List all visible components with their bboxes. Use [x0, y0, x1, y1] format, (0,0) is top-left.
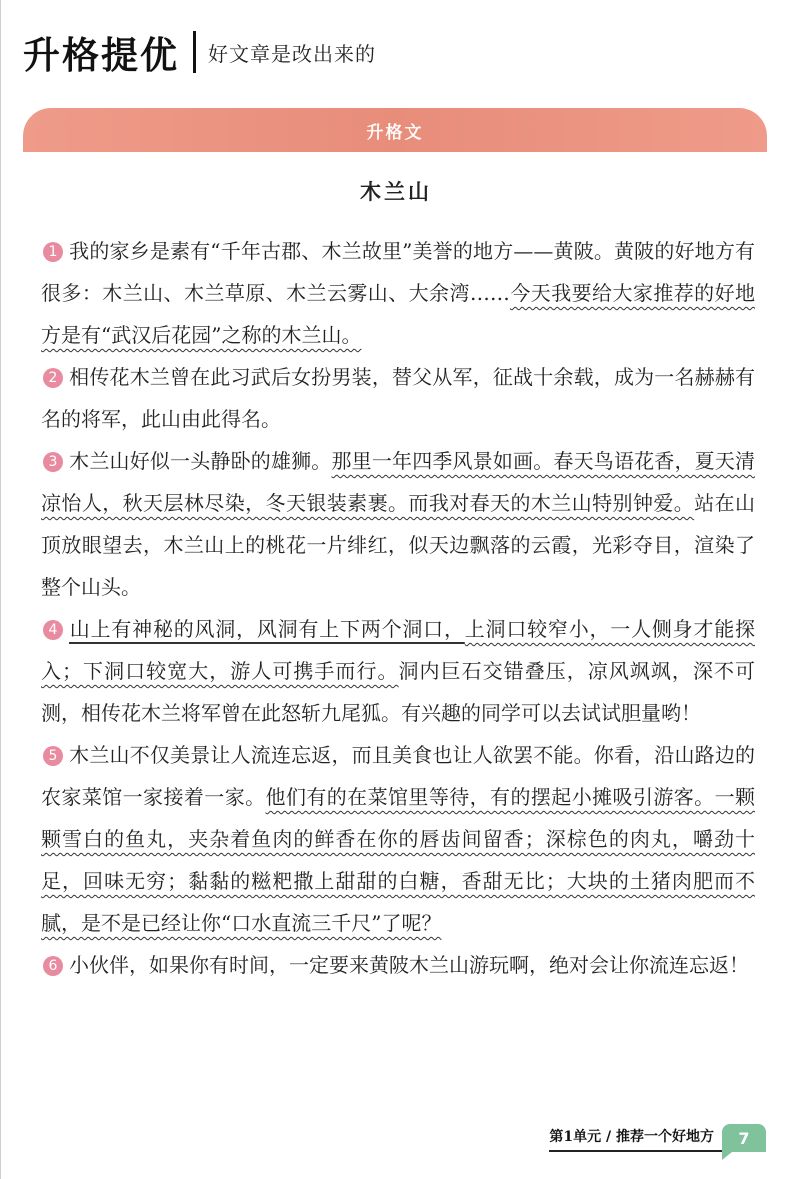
section-banner	[23, 108, 767, 152]
underlined-text: 上洞口较窄小，一人侧身才能探入；下洞口较宽大，游人可携手而行。	[41, 617, 756, 683]
underlined-text: 他们有的在菜馆里等待，有的摆起小摊吸引游客。一颗颗雪白的鱼丸，夹杂着鱼肉的鲜香在你的唇齿间留香；深棕色的肉丸，嚼劲十足，回味无穷；黏黏的糍粑撒上甜甜的白糖，香甜无比；大块的土猪肉肥而不腻，是不是已经让你“口水直流三千尺”了呢？	[41, 785, 756, 935]
underlined-text: 今天我要给大家推荐的好地方是有“武汉后花园”之称的木兰山。	[41, 281, 756, 347]
section-title: 升格提优	[23, 34, 179, 77]
page-footer	[549, 1124, 766, 1152]
underlined-text: 那里一年四季风景如画。春天鸟语花香，夏天清凉怡人，秋天层林尽染，冬天银装素裹。而我对春天的木兰山特别钟爱。	[41, 449, 756, 515]
paragraph	[41, 734, 755, 944]
underlined-text: 山上有神秘的风洞，风洞有上下两个洞口，	[69, 617, 465, 641]
paragraph-text: 洞内巨石交错叠压，凉风飒飒，深不可测，相传花木兰将军曾在此怒斩九尾狐。有兴趣的同学可以去试试胆量哟！	[41, 659, 756, 725]
paragraph-text: 小伙伴，如果你有时间，一定要来黄陂木兰山游玩啊，绝对会让你流连忘返！	[69, 953, 749, 977]
paragraph-text: 相传花木兰曾在此习武后女扮男装，替父从军，征战十余载，成为一名赫赫有名的将军，此山由此得名。	[41, 365, 755, 431]
page-number-tab	[722, 1124, 766, 1152]
paragraph-number-badge: 6	[43, 956, 63, 976]
page-header	[23, 22, 376, 82]
banner-label: 升格文	[366, 122, 424, 143]
page-number: 7	[738, 1128, 750, 1148]
article-body	[41, 230, 755, 986]
paragraph-text: 站在山顶放眼望去，木兰山上的桃花一片绯红，似天边飘落的云霞，光彩夺目，渲染了整个山头。	[41, 491, 756, 599]
header-divider	[193, 31, 196, 73]
paragraph-number-badge: 1	[43, 242, 63, 262]
paragraph-number-badge: 5	[43, 746, 63, 766]
tab-notch	[722, 1152, 732, 1160]
paragraph-text: 我的家乡是素有“千年古郡、木兰故里”美誉的地方——黄陂。黄陂的好地方有很多：木兰山、木兰草原、木兰云雾山、大余湾……	[41, 239, 755, 305]
paragraph	[41, 356, 755, 440]
paragraph-number-badge: 2	[43, 368, 63, 388]
paragraph-number-badge: 3	[43, 452, 63, 472]
unit-label: 第1单元 / 推荐一个好地方	[549, 1126, 722, 1152]
section-subtitle: 好文章是改出来的	[208, 41, 376, 66]
paragraph	[41, 608, 755, 734]
paragraph	[41, 944, 755, 986]
paragraph-text: 木兰山好似一头静卧的雄狮。	[69, 449, 332, 473]
paragraph	[41, 440, 755, 608]
paragraph-number-badge: 4	[43, 620, 63, 640]
paragraph-text: 木兰山不仅美景让人流连忘返，而且美食也让人欲罢不能。你看，沿山路边的农家菜馆一家接着一家。	[41, 743, 755, 809]
paragraph	[41, 230, 755, 356]
article-title: 木兰山	[360, 180, 432, 204]
